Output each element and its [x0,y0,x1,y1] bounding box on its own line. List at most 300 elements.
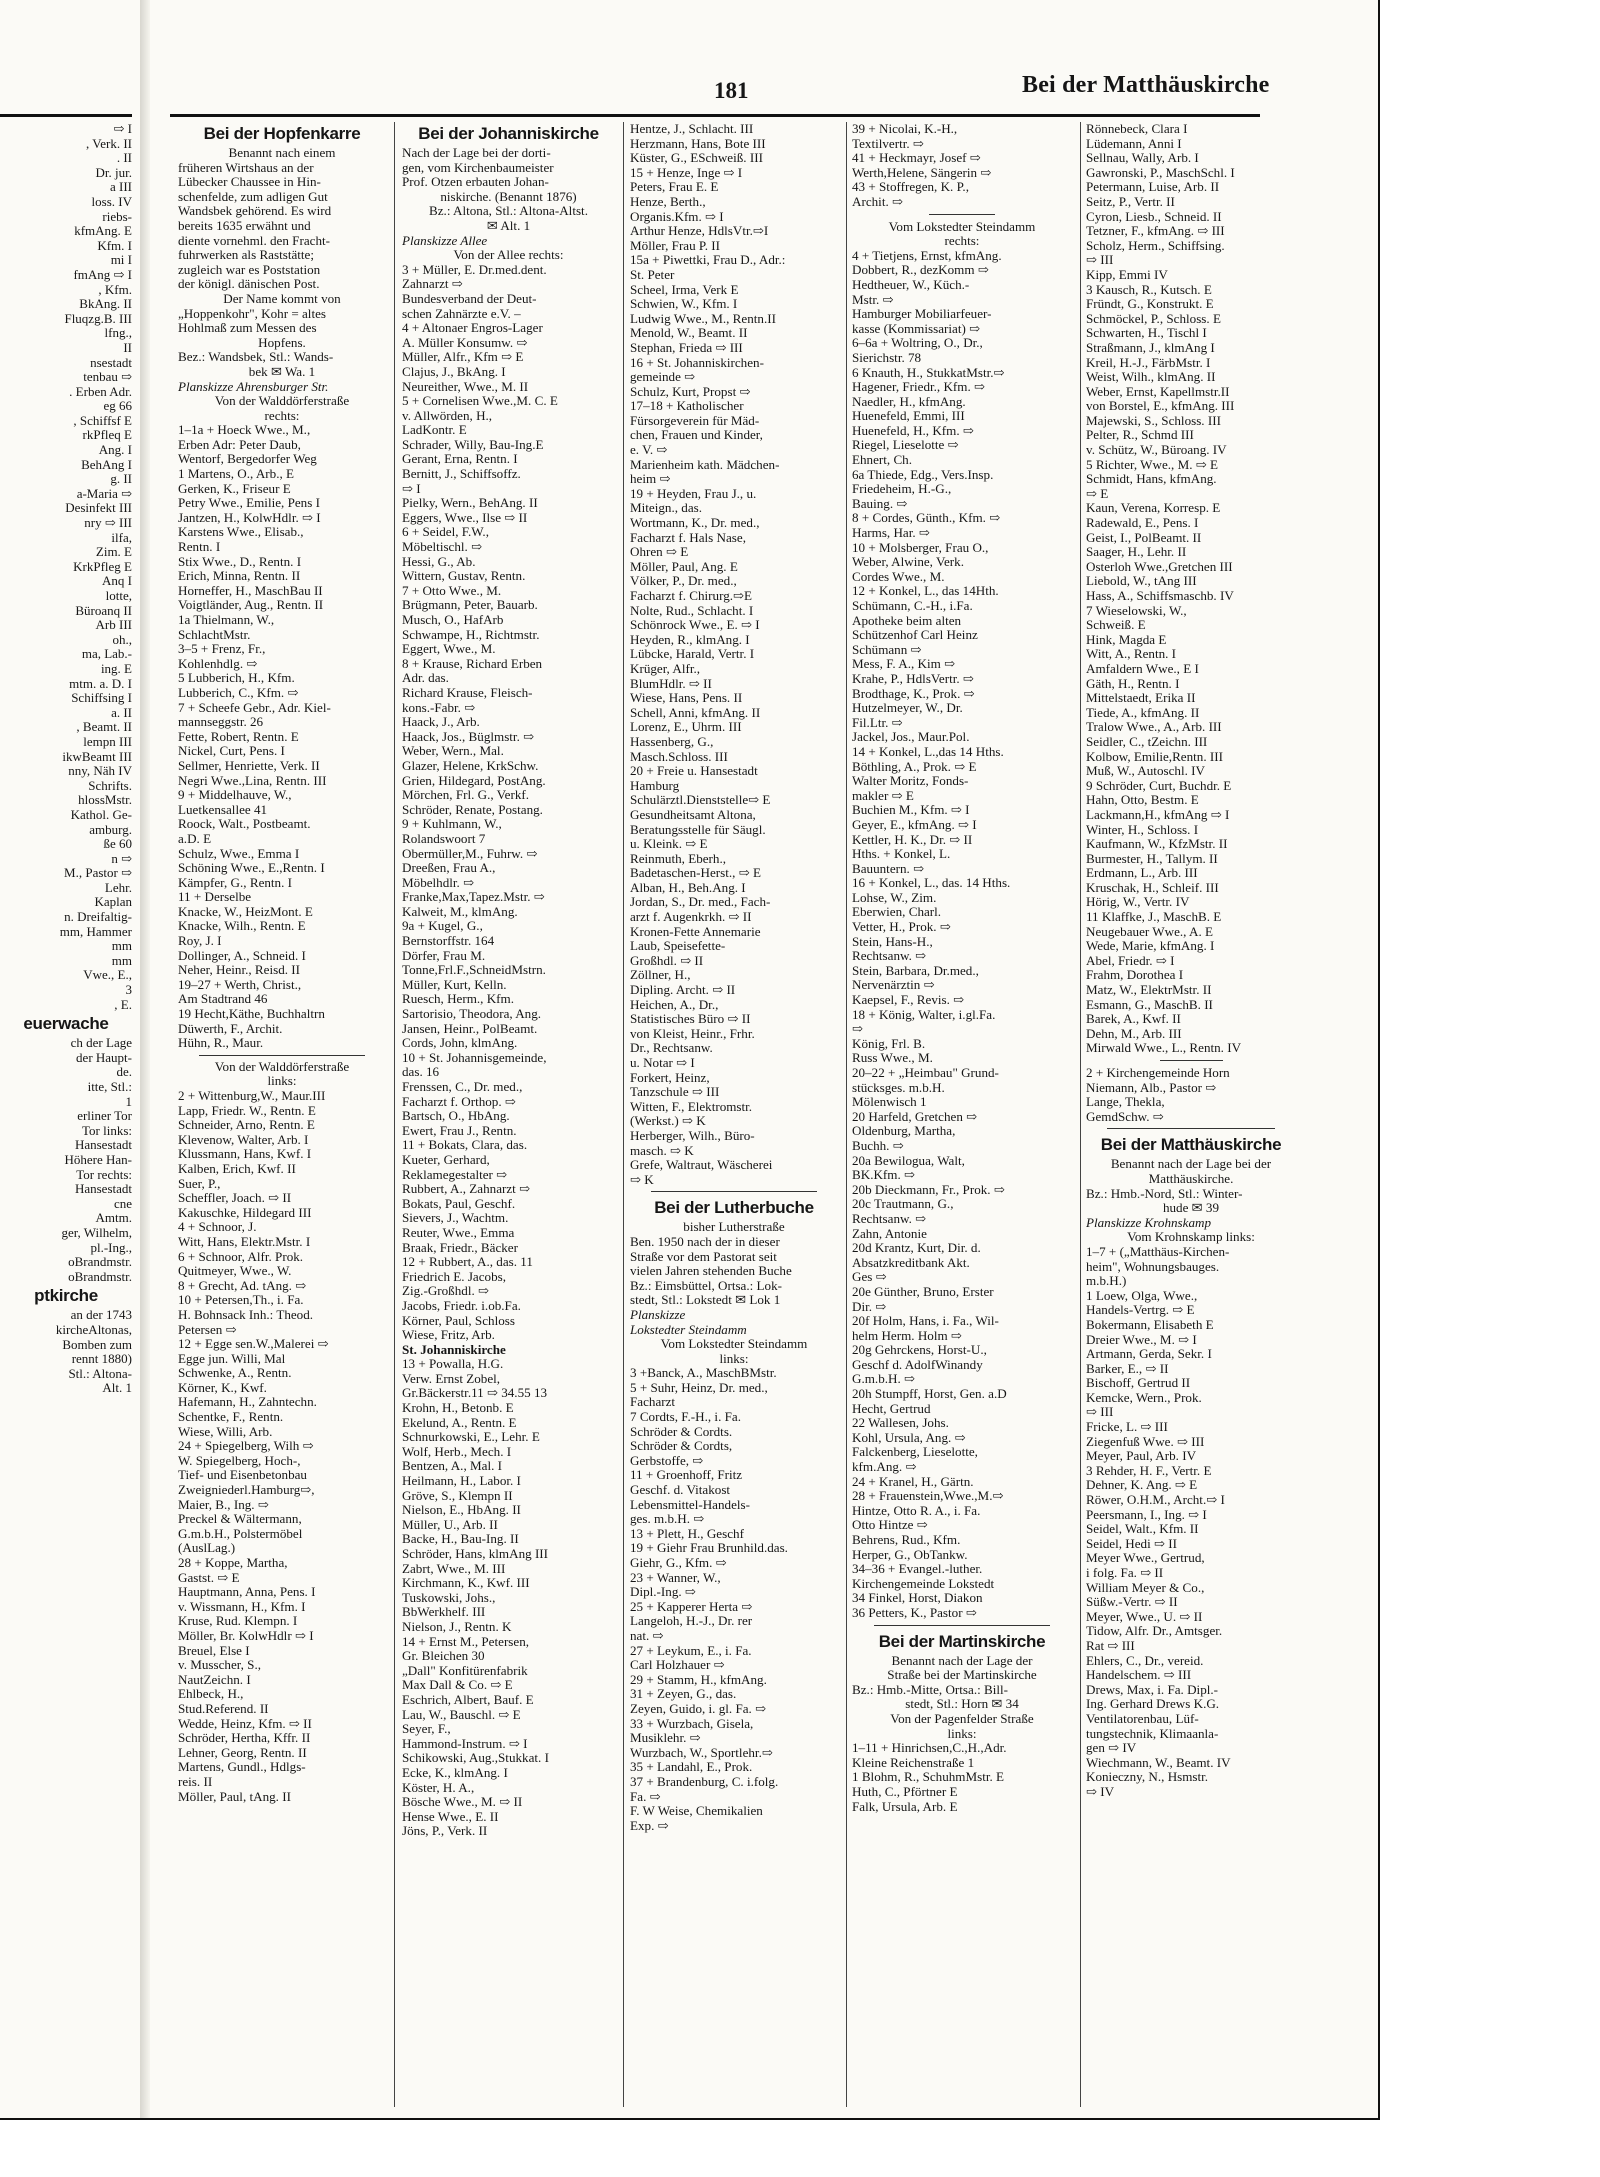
entry-line: Nielson, E., HbAng. II [402,1503,521,1518]
entry-line: Ventilatorenbau, Lüf- [1086,1711,1199,1726]
entry-line: Jacobs, Friedr. i.ob.Fa. [402,1298,521,1313]
entry-line: Buchh. ⇨ [852,1138,904,1153]
entry-line: Rechtsanw. ⇨ [852,949,927,964]
entry-line: Max Dall & Co. ⇨ E [402,1678,513,1693]
entry-line: Frahm, Dorothea I [1086,968,1184,983]
entry-line: Gesundheitsamt Altona, [630,807,756,822]
entry-line: Carl Holzhauer ⇨ [630,1658,725,1673]
entry-line: Kreil, H.-J., FärbMstr. I [1086,355,1211,370]
entry-line: 3 + Müller, E. Dr.med.dent. [402,262,547,277]
entry-line: Absatzkreditbank Akt. [852,1255,970,1270]
entry-line: Schiffsing I [71,691,132,706]
entry-line: Fa. ⇨ [630,1789,661,1804]
entry-line: Zim. E [95,545,132,560]
entry-line: 24 + Kranel, H., Gärtn. [852,1474,974,1489]
entry-line: Facharzt f. Orthop. ⇨ [402,1094,516,1109]
entry-line: 20c Trautmann, G., [852,1197,954,1212]
entry-line: H. Bohnsack Inh.: Theod. [178,1307,314,1322]
entry-line: 3 +Banck, A., MaschBMstr. [630,1366,777,1381]
entry-line: Kaun, Verena, Korresp. E [1086,501,1221,516]
entry-line: Cyron, Liesb., Schneid. II [1086,209,1222,224]
entry-line: Clajus, J., BkAng. I [402,364,506,379]
entry-line: Breuel, Else I [178,1643,250,1658]
entry-line: der Haupt- [76,1050,132,1065]
entry-line: Hessi, G., Ab. [402,554,476,569]
entry-line: Lange, Thekla, [1086,1095,1165,1110]
entry-line: Hedtheuer, W., Küch.- [852,277,970,292]
entry-line: Zabrt, Wwe., M. III [402,1561,506,1576]
entry-line: 14 + Konkel, L.,das 14 Hths. [852,744,1004,759]
entry-line: Hammond-Instrum. ⇨ I [402,1736,528,1751]
entry-line: Straße bei der Martinskirche [887,1668,1037,1683]
left-page-rule [0,114,132,117]
entry-line: Sartorisio, Theodora, Ang. [402,1007,542,1022]
entry-line: 24 + Spiegelberg, Wilh ⇨ [178,1439,314,1454]
entry-line: 3–5 + Frenz, Fr., [178,642,266,657]
entry-line: 20 Harfeld, Gretchen ⇨ [852,1109,978,1124]
entry-line: 1 Loew, Olga, Wwe., [1086,1288,1198,1303]
entry-line: Seyer, F., [402,1722,451,1737]
section-rule [630,1187,838,1196]
entry-line: 27 + Leykum, E., i. Fa. [630,1643,752,1658]
section-heading: ptkirche [34,1286,98,1306]
entry-line: Zeyen, Guido, i. gl. Fa. ⇨ [630,1701,767,1716]
entry-line: 5 + Cornelisen Wwe.,M. C. E [402,394,558,409]
entry-line: Kolbow, Emilie,Rentn. III [1086,749,1223,764]
entry-line: 23 + Wanner, W., [630,1570,721,1585]
entry-line: Cords, John, klmAng. [402,1036,518,1051]
entry-line: Gäth, H., Rentn. I [1086,676,1180,691]
entry-line: Wandsbek gehörend. Es wird [178,204,332,219]
entry-line: 5 + Suhr, Heinz, Dr. med., [630,1380,768,1395]
entry-line: nsestadt [90,355,132,370]
entry-line: Weber, Alwine, Verk. [852,555,964,570]
entry-line: niskirche. (Benannt 1876) [440,189,577,204]
entry-line: Lüdemann, Anni I [1086,136,1182,151]
entry-line: Geschf d. AdolfWinandy [852,1357,983,1372]
entry-line: Grefe, Waltraut, Wäscherei [630,1158,773,1173]
entry-line: Sievers, J., Wachtm. [402,1211,509,1226]
entry-line: Schentke, F., Rentn. [178,1410,284,1425]
entry-line: William Meyer & Co., [1086,1580,1205,1595]
entry-line: 19–27 + Werth, Christ., [178,977,302,992]
entry-line: Bösche Wwe., M. ⇨ II [402,1795,523,1810]
entry-line: Esmann, G., MaschB. II [1086,997,1213,1012]
entry-line: 34–36 + Evangel.-luther. [852,1562,983,1577]
entry-line: a III [109,180,132,195]
entry-line: Apotheke beim alten [852,613,962,628]
entry-line: Wede, Marie, kfmAng. I [1086,939,1215,954]
entry-line: Handelschem. ⇨ III [1086,1668,1192,1683]
entry-line: Handels-Vertrg. ⇨ E [1086,1303,1195,1318]
entry-line: 8 + Cordes, Günth., Kfm. ⇨ [852,511,1001,526]
entry-line: Kruse, Rud. Klempn. I [178,1614,298,1629]
entry-line: gemeinde ⇨ [630,370,696,385]
entry-line: St. Johanniskirche [402,1342,506,1357]
entry-line: Kämpfer, G., Rentn. I [178,875,293,890]
entry-line: pl.-Ing., [90,1240,132,1255]
entry-line: de. [116,1065,132,1080]
entry-line: Sierichstr. 78 [852,350,922,365]
entry-line: Pielky, Wern., BehAng. II [402,496,538,511]
entry-line: 36 Petters, K., Pastor ⇨ [852,1605,977,1620]
column-4 [852,122,1072,1814]
entry-line: Textilvertr. ⇨ [852,136,924,151]
entry-line: erliner Tor [77,1109,132,1124]
entry-line: Krohn, H., Betonb. E [402,1401,514,1416]
entry-line: Nolte, Rud., Schlacht. I [630,603,754,618]
entry-line: LadKontr. E [402,423,467,438]
entry-line: Von der Pagenfelder Straße [890,1711,1034,1726]
entry-line: Erdmann, L., Arb. III [1086,866,1198,881]
entry-line: Krahe, P., HdlsVertr. ⇨ [852,671,974,686]
entry-line: Planskizze Allee [402,233,488,248]
column-2 [402,122,615,1839]
entry-line: Schulz, Wwe., Emma I [178,846,300,861]
entry-line: 1 Martens, O., Arb., E [178,467,295,482]
entry-line: Giehr, G., Kfm. ⇨ [630,1556,727,1570]
entry-line: (AuslLag.) [178,1541,236,1556]
entry-line: Schönrock Wwe., E. ⇨ I [630,618,760,633]
entry-line: Musch, O., HafArb [402,613,504,627]
entry-line: heim ⇨ [630,472,671,487]
entry-line: Schrifts. [88,778,132,793]
entry-line: Gröve, S., Klempn II [402,1488,513,1503]
entry-line: Scheffler, Joach. ⇨ II [178,1191,292,1206]
entry-line: Bernstorffstr. 164 [402,934,495,949]
entry-line: Stephan, Frieda ⇨ III [630,340,743,355]
entry-line: 20d Krantz, Kurt, Dir. d. [852,1241,981,1256]
entry-line: Stud.Referend. II [178,1701,269,1716]
entry-line: Grien, Hildegard, PostAng. [402,773,546,788]
entry-line: riebs- [102,209,132,224]
entry-line: Wiese, Fritz, Arb. [402,1328,495,1343]
entry-line: Dr. jur. [95,165,132,180]
entry-line: GemdSchw. ⇨ [1086,1109,1164,1124]
entry-line: Rechtsanw. ⇨ [852,1211,927,1226]
entry-line: Hauptmann, Anna, Pens. I [178,1585,316,1600]
entry-line: Möller, Br. KolwHdlr ⇨ I [178,1628,314,1643]
entry-line: arzt f. Augenkrkh. ⇨ II [630,910,752,925]
entry-line: 15a + Piwettki, Frau D., Adr.: [630,253,786,268]
entry-line: Wurzbach, W., Sportlehr.⇨ [630,1745,773,1760]
section-rule [852,210,1072,220]
entry-line: Saager, H., Lehr. II [1086,545,1187,560]
entry-line: vielen Jahren stehenden Buche [630,1264,792,1279]
entry-line: Sellmer, Henriette, Verk. II [178,758,320,773]
entry-line: 12 + Konkel, L., das 14Hth. [852,584,999,599]
entry-line: Klevenow, Walter, Arb. I [178,1132,309,1147]
entry-line: links: [947,1726,977,1741]
entry-line: Geist, I., PolBeamt. II [1086,530,1202,545]
entry-line: Kfm. I [97,238,132,253]
entry-line: Wortmann, K., Dr. med., [630,516,760,531]
entry-line: ing. E [100,661,132,676]
section-rule [1086,1056,1296,1066]
entry-line: von Kleist, Heinr., Frhr. [630,1026,755,1041]
entry-line: Planskizze Ahrensburger Str. [178,379,329,394]
entry-line: 20e Günther, Bruno, Erster [852,1284,994,1299]
entry-line: Rat ⇨ III [1086,1638,1135,1653]
column-divider [846,122,847,2107]
entry-line: lfng., [104,326,132,341]
section-heading: Bei der Lutherbuche [654,1198,814,1218]
entry-line: Falk, Ursula, Arb. E [852,1799,958,1814]
entry-line: Eberwien, Charl. [852,905,942,920]
entry-line: Brodthage, K., Prok. ⇨ [852,686,975,701]
entry-line: der königl. dänischen Post. [178,277,320,292]
entry-line: ⇨ III [1086,1405,1114,1420]
entry-line: Dir. ⇨ [852,1299,887,1314]
entry-line: Tidow, Alfr. Dr., Amtsger. [1086,1624,1223,1639]
entry-line: Lau, W., Bauschl. ⇨ E [402,1707,521,1722]
entry-line: Hecht, Gertrud [852,1401,931,1416]
entry-line: KrkPfleg E [73,559,132,574]
entry-line: Heyden, R., klmAng. I [630,632,750,647]
entry-line: Suer, P., [178,1176,221,1191]
entry-line: 1a Thielmann, W., [178,613,275,627]
entry-line: Nielson, J., Rentn. K [402,1619,512,1634]
entry-line: Hafemann, H., Zahntechn. [178,1395,317,1410]
entry-line: Bauing. ⇨ [852,496,908,511]
entry-line: Alt. 1 [102,1381,132,1396]
entry-line: Vom Lokstedter Steindamm [888,219,1036,234]
entry-line: Bundesverband der Deut- [402,291,537,306]
entry-line: 35 + Landahl, E., Prok. [630,1760,753,1775]
entry-line: 15 + Henze, Inge ⇨ I [630,165,743,180]
entry-line: Wentorf, Bergedorfer Weg [178,452,317,467]
entry-line: . II [116,151,132,166]
entry-line: Desinfekt III [65,501,132,516]
entry-line: Gerbstoffe, ⇨ [630,1453,704,1468]
entry-line: tenbau ⇨ [83,370,132,385]
entry-line: 1–1a + Hoeck Wwe., M., [178,423,311,438]
entry-line: 34 Finkel, Horst, Diakon [852,1591,983,1606]
entry-line: Hansestadt [74,1138,132,1153]
entry-line: 7 Cordts, F.-H., i. Fa. [630,1410,741,1425]
entry-line: Von der Walddörferstraße [214,1059,350,1074]
entry-line: BK.Kfm. ⇨ [852,1168,915,1183]
entry-line: 2 + Wittenburg,W., Maur.III [178,1089,326,1103]
entry-line: loss. IV [91,194,132,209]
entry-line: Vwe., E., [83,968,132,983]
entry-line: links: [267,1074,297,1089]
entry-line: Zweigniederl.Hamburg⇨, [178,1483,315,1498]
entry-line: Hass, A., Schiffsmaschb. IV [1086,589,1234,603]
entry-line: Oldenburg, Martha, [852,1124,956,1139]
entry-line: 10 + Molsberger, Frau O., [852,540,989,555]
column-5 [1086,122,1296,1800]
entry-line: Arthur Henze, HdlsVtr.⇨I [630,224,769,239]
entry-line: Majewski, S., Schloss. III [1086,413,1221,428]
entry-line: 6–6a + Woltring, O., Dr., [852,336,983,351]
entry-line: Zahnarzt ⇨ [402,277,463,292]
entry-line: Tralow Wwe., A., Arb. III [1086,720,1222,735]
entry-line: Weber, Wern., Mal. [402,744,504,759]
entry-line: Vom Krohnskamp links: [1127,1230,1255,1245]
entry-line: Büroanq II [75,603,132,618]
entry-line: bek ✉ Wa. 1 [248,364,316,379]
entry-line: mi I [110,253,132,268]
entry-line: Tiede, A., kfmAng. II [1086,705,1200,720]
entry-line: Schümann, C.-H., i.Fa. [852,599,973,613]
entry-line: Fürsorgeverein für Mäd- [630,413,760,428]
entry-line: Archit. ⇨ [852,194,903,209]
entry-line: Röwer, O.H.M., Archt.⇨ I [1086,1493,1225,1508]
entry-line: makler ⇨ E [852,788,914,803]
entry-line: i folg. Fa. ⇨ II [1086,1566,1164,1580]
entry-line: Verw. Ernst Zobel, [402,1371,501,1386]
entry-line: v. Schütz, W., Büroang. IV [1086,443,1227,458]
entry-line: Nervenärztin ⇨ [852,978,935,993]
entry-line: Jordan, S., Dr. med., Fach- [630,895,771,910]
entry-line: Möbeltischl. ⇨ [402,540,483,555]
entry-line: Kohlenhdlg. ⇨ [178,656,258,671]
entry-line: v. Musscher, S., [178,1658,262,1673]
entry-line: m.b.H.) [1086,1274,1127,1289]
entry-line: St. Peter [630,267,675,282]
entry-line: 20b Dieckmann, Fr., Prok. ⇨ [852,1182,1005,1197]
entry-line: Dobbert, R., dezKomm ⇨ [852,263,989,278]
entry-line: Nach der Lage bei der dorti- [402,146,551,160]
entry-line: 7 Wieselowski, W., [1086,603,1187,618]
column-3 [630,122,838,1833]
entry-line: 1 [125,1094,132,1109]
entry-line: Adr. das. [402,671,449,686]
entry-line: Ruesch, Herm., Kfm. [402,992,515,1007]
entry-line: Bz.: Hmb.-Nord, Stl.: Winter- [1086,1186,1243,1201]
entry-line: Jantzen, H., KolwHdlr. ⇨ I [178,510,321,525]
entry-line: (Werkst.) ⇨ K [630,1114,706,1129]
entry-line: bisher Lutherstraße [683,1220,785,1235]
entry-line: Scholz, Herm., Schiffsing. [1086,238,1225,253]
page-bottom-edge [0,2118,1380,2120]
entry-line: Der Name kommt von [223,291,341,306]
entry-line: Klussmann, Hans, Kwf. I [178,1147,312,1162]
entry-line: Tetzner, F., kfmAng. ⇨ III [1086,224,1225,239]
entry-line: Petersen ⇨ [178,1322,237,1337]
entry-line: Lubberich, C., Kfm. ⇨ [178,685,299,700]
entry-line: Lübecker Chaussee in Hin- [178,175,321,190]
entry-line: Ziegenfuß Wwe. ⇨ III [1086,1434,1205,1449]
entry-line: Schikowski, Aug.,Stukkat. I [402,1751,549,1766]
entry-line: 4 + Tietjens, Ernst, kfmAng. [852,248,1002,263]
entry-line: nny, Näh IV [68,764,132,779]
entry-line: Ben. 1950 nach der in dieser [630,1234,780,1249]
entry-line: Körner, K., Kwf. [178,1380,267,1395]
entry-line: Russ Wwe., M. [852,1051,933,1066]
entry-line: mm [111,953,132,968]
entry-line: Harms, Har. ⇨ [852,526,930,541]
entry-line: Franke,Max,Tapez.Mstr. ⇨ [402,890,545,905]
entry-line: Schwien, W., Kfm. I [630,297,738,312]
entry-line: ⇨ [852,1022,863,1037]
entry-line: Scheel, Irma, Verk E [630,282,739,297]
entry-line: Ehlbeck, H., [178,1687,244,1702]
entry-line: Neher, Heinr., Reisd. II [178,963,301,978]
entry-line: 31 + Zeyen, G., das. [630,1687,737,1702]
entry-line: II [123,340,132,355]
entry-line: Hühn, R., Maur. [178,1036,264,1051]
entry-line: Reuter, Wwe., Emma [402,1225,515,1240]
entry-line: a-Maria ⇨ [76,486,132,501]
entry-line: Wiechmann, W., Beamt. IV [1086,1755,1231,1770]
entry-line: Kemcke, Wern., Prok. [1086,1390,1202,1405]
entry-line: Schröder & Cordts, [630,1439,733,1454]
entry-line: Wiese, Willi, Arb. [178,1424,273,1439]
entry-line: Stl.: Altona- [68,1366,132,1381]
entry-line: lempn III [83,734,132,749]
entry-line: SchlachtMstr. [178,627,251,642]
entry-line: Hink, Magda E [1086,632,1167,647]
entry-line: Negri Wwe.,Lina, Rentn. III [178,773,327,788]
entry-line: Meyer, Paul, Arb. IV [1086,1449,1197,1464]
entry-line: Planskizze [630,1307,686,1322]
entry-line: Mölenwisch 1 [852,1095,927,1110]
entry-line: Schneider, Arno, Rentn. E [178,1118,315,1133]
entry-line: Osterloh Wwe.,Gretchen III [1086,559,1233,574]
entry-line: Bokermann, Elisabeth E [1086,1317,1214,1332]
entry-line: „Hoppenkohr", Kohr = altes [178,306,326,321]
entry-line: 28 + Frauenstein,Wwe.,M.⇨ [852,1489,1004,1504]
page-gutter [140,0,150,2120]
entry-line: rechts: [264,408,300,423]
entry-line: 43 + Stoffregen, K. P., [852,180,969,195]
entry-line: 9a + Kugel, G., [402,919,483,934]
entry-line: Schöning Wwe., E.,Rentn. I [178,861,325,876]
entry-line: Kaplan [94,895,132,910]
entry-line: Haack, J., Arb. [402,715,480,730]
entry-line: Erben Adr: Peter Daub, [178,437,301,452]
entry-line: Fil.Ltr. ⇨ [852,715,903,730]
entry-line: rechts: [944,234,980,249]
entry-line: BbWerkhelf. III [402,1605,486,1620]
entry-line: 19 + Giehr Frau Brunhild.das. [630,1541,788,1556]
entry-line: Ehlers, C., Dr., vereid. [1086,1653,1204,1668]
entry-line: 29 + Stamm, H., kfmAng. [630,1672,767,1687]
entry-line: 5 Richter, Wwe., M. ⇨ E [1086,457,1219,472]
entry-line: Konieczny, N., Hsmstr. [1086,1770,1209,1785]
entry-line: Matz, W., ElektrMstr. II [1086,983,1212,998]
entry-line: gen, vom Kirchenbaumeister [402,160,554,175]
entry-line: Hamburg [630,778,680,793]
entry-line: Stein, Hans-H., [852,934,933,949]
entry-line: Möbelhdlr. ⇨ [402,875,475,890]
entry-line: ger, Wilhelm, [61,1225,132,1240]
entry-line: Wedde, Heinz, Kfm. ⇨ II [178,1716,312,1731]
column-1 [178,122,386,1804]
entry-line: Gastst. ⇨ E [178,1570,240,1585]
entry-line: Hentze, J., Schlacht. III [630,122,754,136]
entry-line: Nickel, Curt, Pens. I [178,744,285,759]
entry-line: Huenefeld, H., Kfm. ⇨ [852,423,974,438]
entry-line: , Schiffsf E [73,413,132,428]
entry-line: Ecke, K., klmAng. I [402,1765,508,1780]
entry-line: Schweiß. E [1086,618,1146,633]
entry-line: 25 + Kapperer Herta ⇨ [630,1599,753,1614]
entry-line: Herper, G., ObTankw. [852,1547,968,1562]
entry-line: rkPfleq E [82,428,132,443]
entry-line: Seitz, P., Vertr. II [1086,194,1175,209]
entry-line: Möller, Paul, tAng. II [178,1789,291,1804]
entry-line: Fluqzg.B. III [64,311,132,326]
entry-line: Miteign., das. [630,501,703,516]
entry-line: 1–7 + („Matthäus-Kirchen- [1086,1244,1230,1259]
entry-line: heim", Wohnungsbauges. [1086,1259,1220,1274]
entry-line: Düwerth, F., Archit. [178,1021,283,1036]
entry-line: Bischoff, Gertrud II [1086,1376,1191,1391]
entry-line: Zöllner, H., [630,968,691,983]
